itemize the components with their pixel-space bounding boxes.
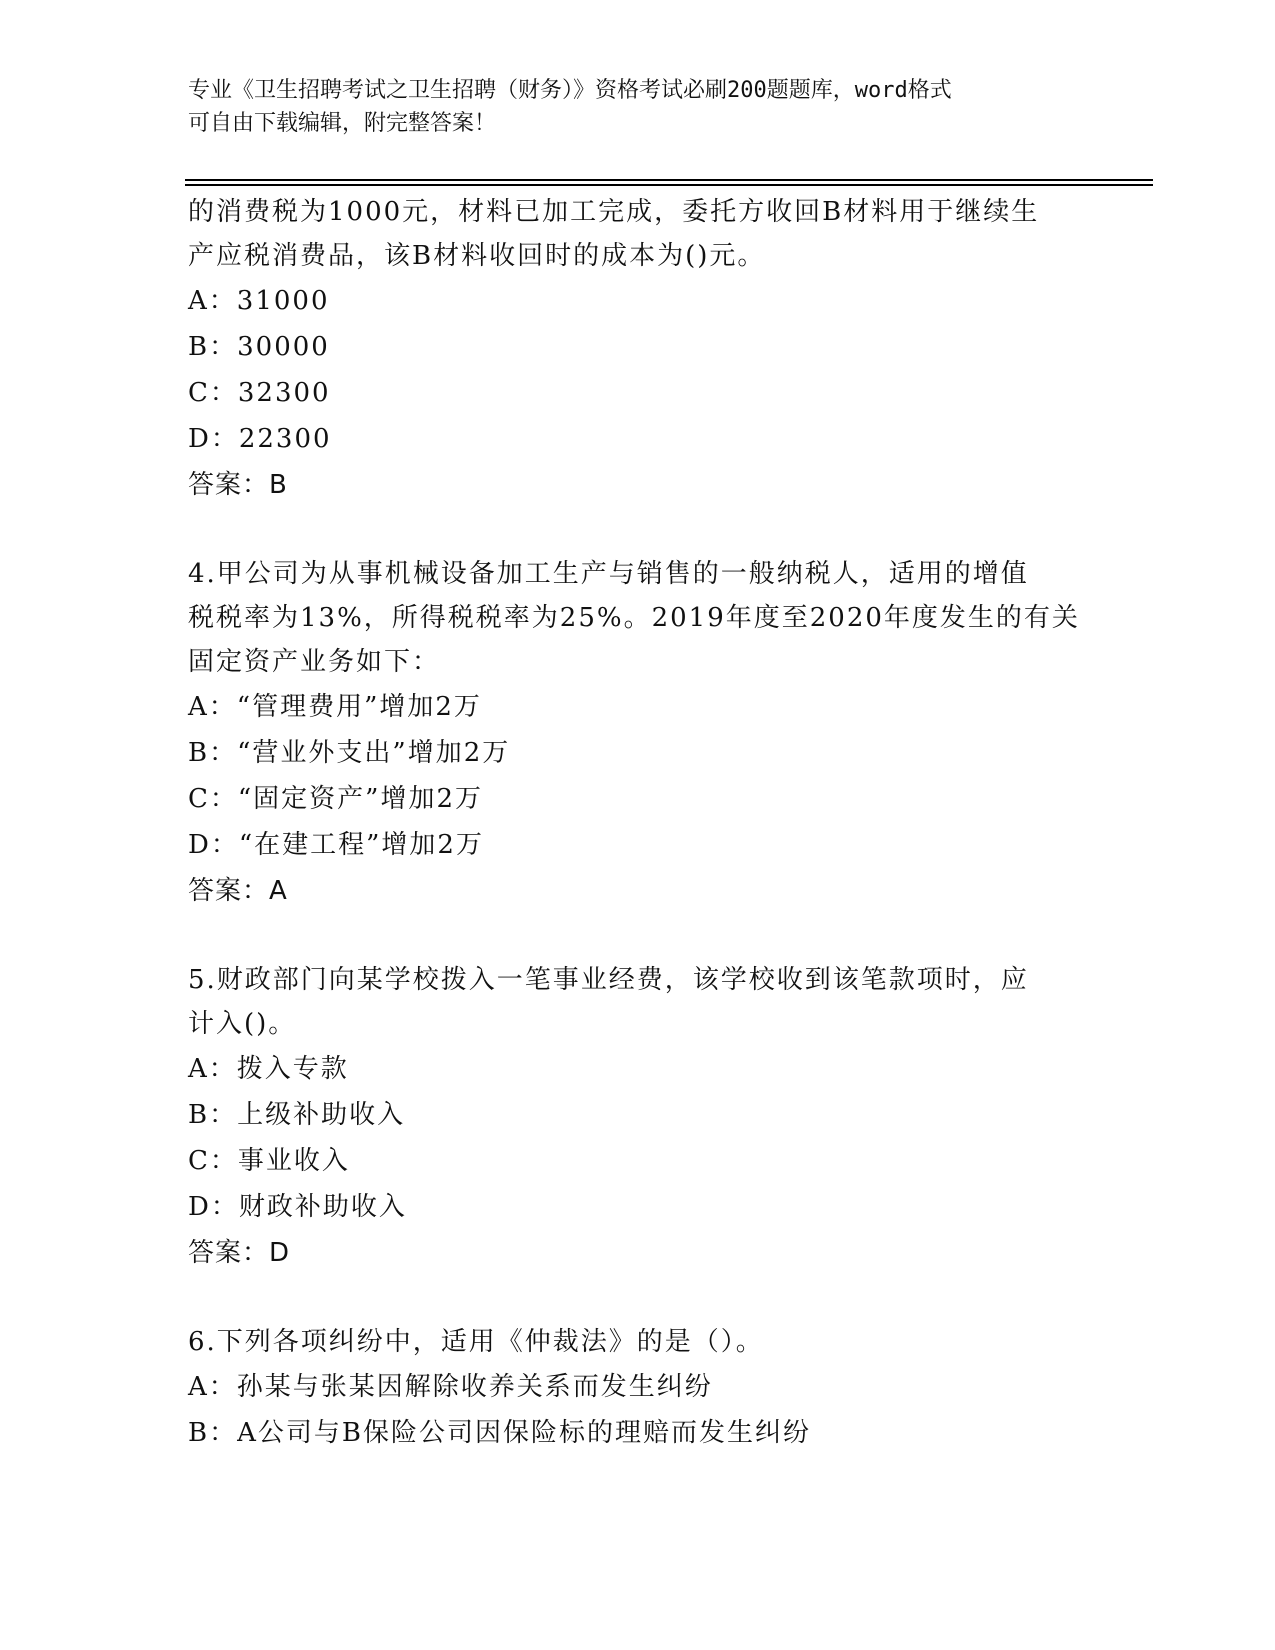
question-stem-line: 6.下列各项纠纷中，适用《仲裁法》的是（）。 (188, 1327, 764, 1357)
answer-line: 答案：A (188, 876, 288, 906)
question-stem-line: 5.财政部门向某学校拨入一笔事业经费，该学校收到该笔款项时，应 (188, 965, 1029, 995)
question-stem-line: 的消费税为1000元，材料已加工完成，委托方收回B材料用于继续生 (188, 197, 1040, 227)
document-header (188, 74, 1088, 140)
option-b: B：上级补助收入 (188, 1100, 406, 1130)
option-a: A：31000 (188, 286, 330, 316)
option-a: A：孙某与张某因解除收养关系而发生纠纷 (188, 1372, 713, 1402)
option-c: C：事业收入 (188, 1146, 350, 1176)
question-stem-line: 产应税消费品，该B材料收回时的成本为()元。 (188, 241, 766, 271)
option-b: B：A公司与B保险公司因保险标的理赔而发生纠纷 (188, 1418, 811, 1448)
header-line-1: 专业《卫生招聘考试之卫生招聘（财务）》资格考试必刷200题题库，word格式 (188, 78, 952, 103)
option-b: B：30000 (188, 332, 330, 362)
question-6 (188, 1320, 1088, 1456)
option-d: D：财政补助收入 (188, 1192, 407, 1222)
question-3 (188, 190, 1088, 508)
question-stem-line: 固定资产业务如下： (188, 647, 441, 677)
option-b: B：“营业外支出”增加2万 (188, 738, 511, 768)
question-stem-line: 4.甲公司为从事机械设备加工生产与销售的一般纳税人，适用的增值 (188, 559, 1029, 589)
option-a: A：“管理费用”增加2万 (188, 692, 482, 722)
header-divider-top (185, 179, 1153, 181)
option-c: C：“固定资产”增加2万 (188, 784, 484, 814)
option-d: D：“在建工程”增加2万 (188, 830, 484, 860)
option-d: D：22300 (188, 424, 332, 454)
answer-line: 答案：B (188, 470, 288, 500)
header-divider-bottom (185, 184, 1153, 186)
question-stem-line: 税税率为13%，所得税税率为25%。2019年度至2020年度发生的有关 (188, 603, 1080, 633)
question-list (188, 190, 1088, 1500)
header-line-2: 可自由下载编辑，附完整答案！ (188, 111, 497, 136)
question-4 (188, 552, 1088, 914)
answer-line: 答案：D (188, 1238, 291, 1268)
option-c: C：32300 (188, 378, 331, 408)
question-stem-line: 计入()。 (188, 1009, 297, 1039)
question-5 (188, 958, 1088, 1276)
option-a: A：拨入专款 (188, 1054, 349, 1084)
